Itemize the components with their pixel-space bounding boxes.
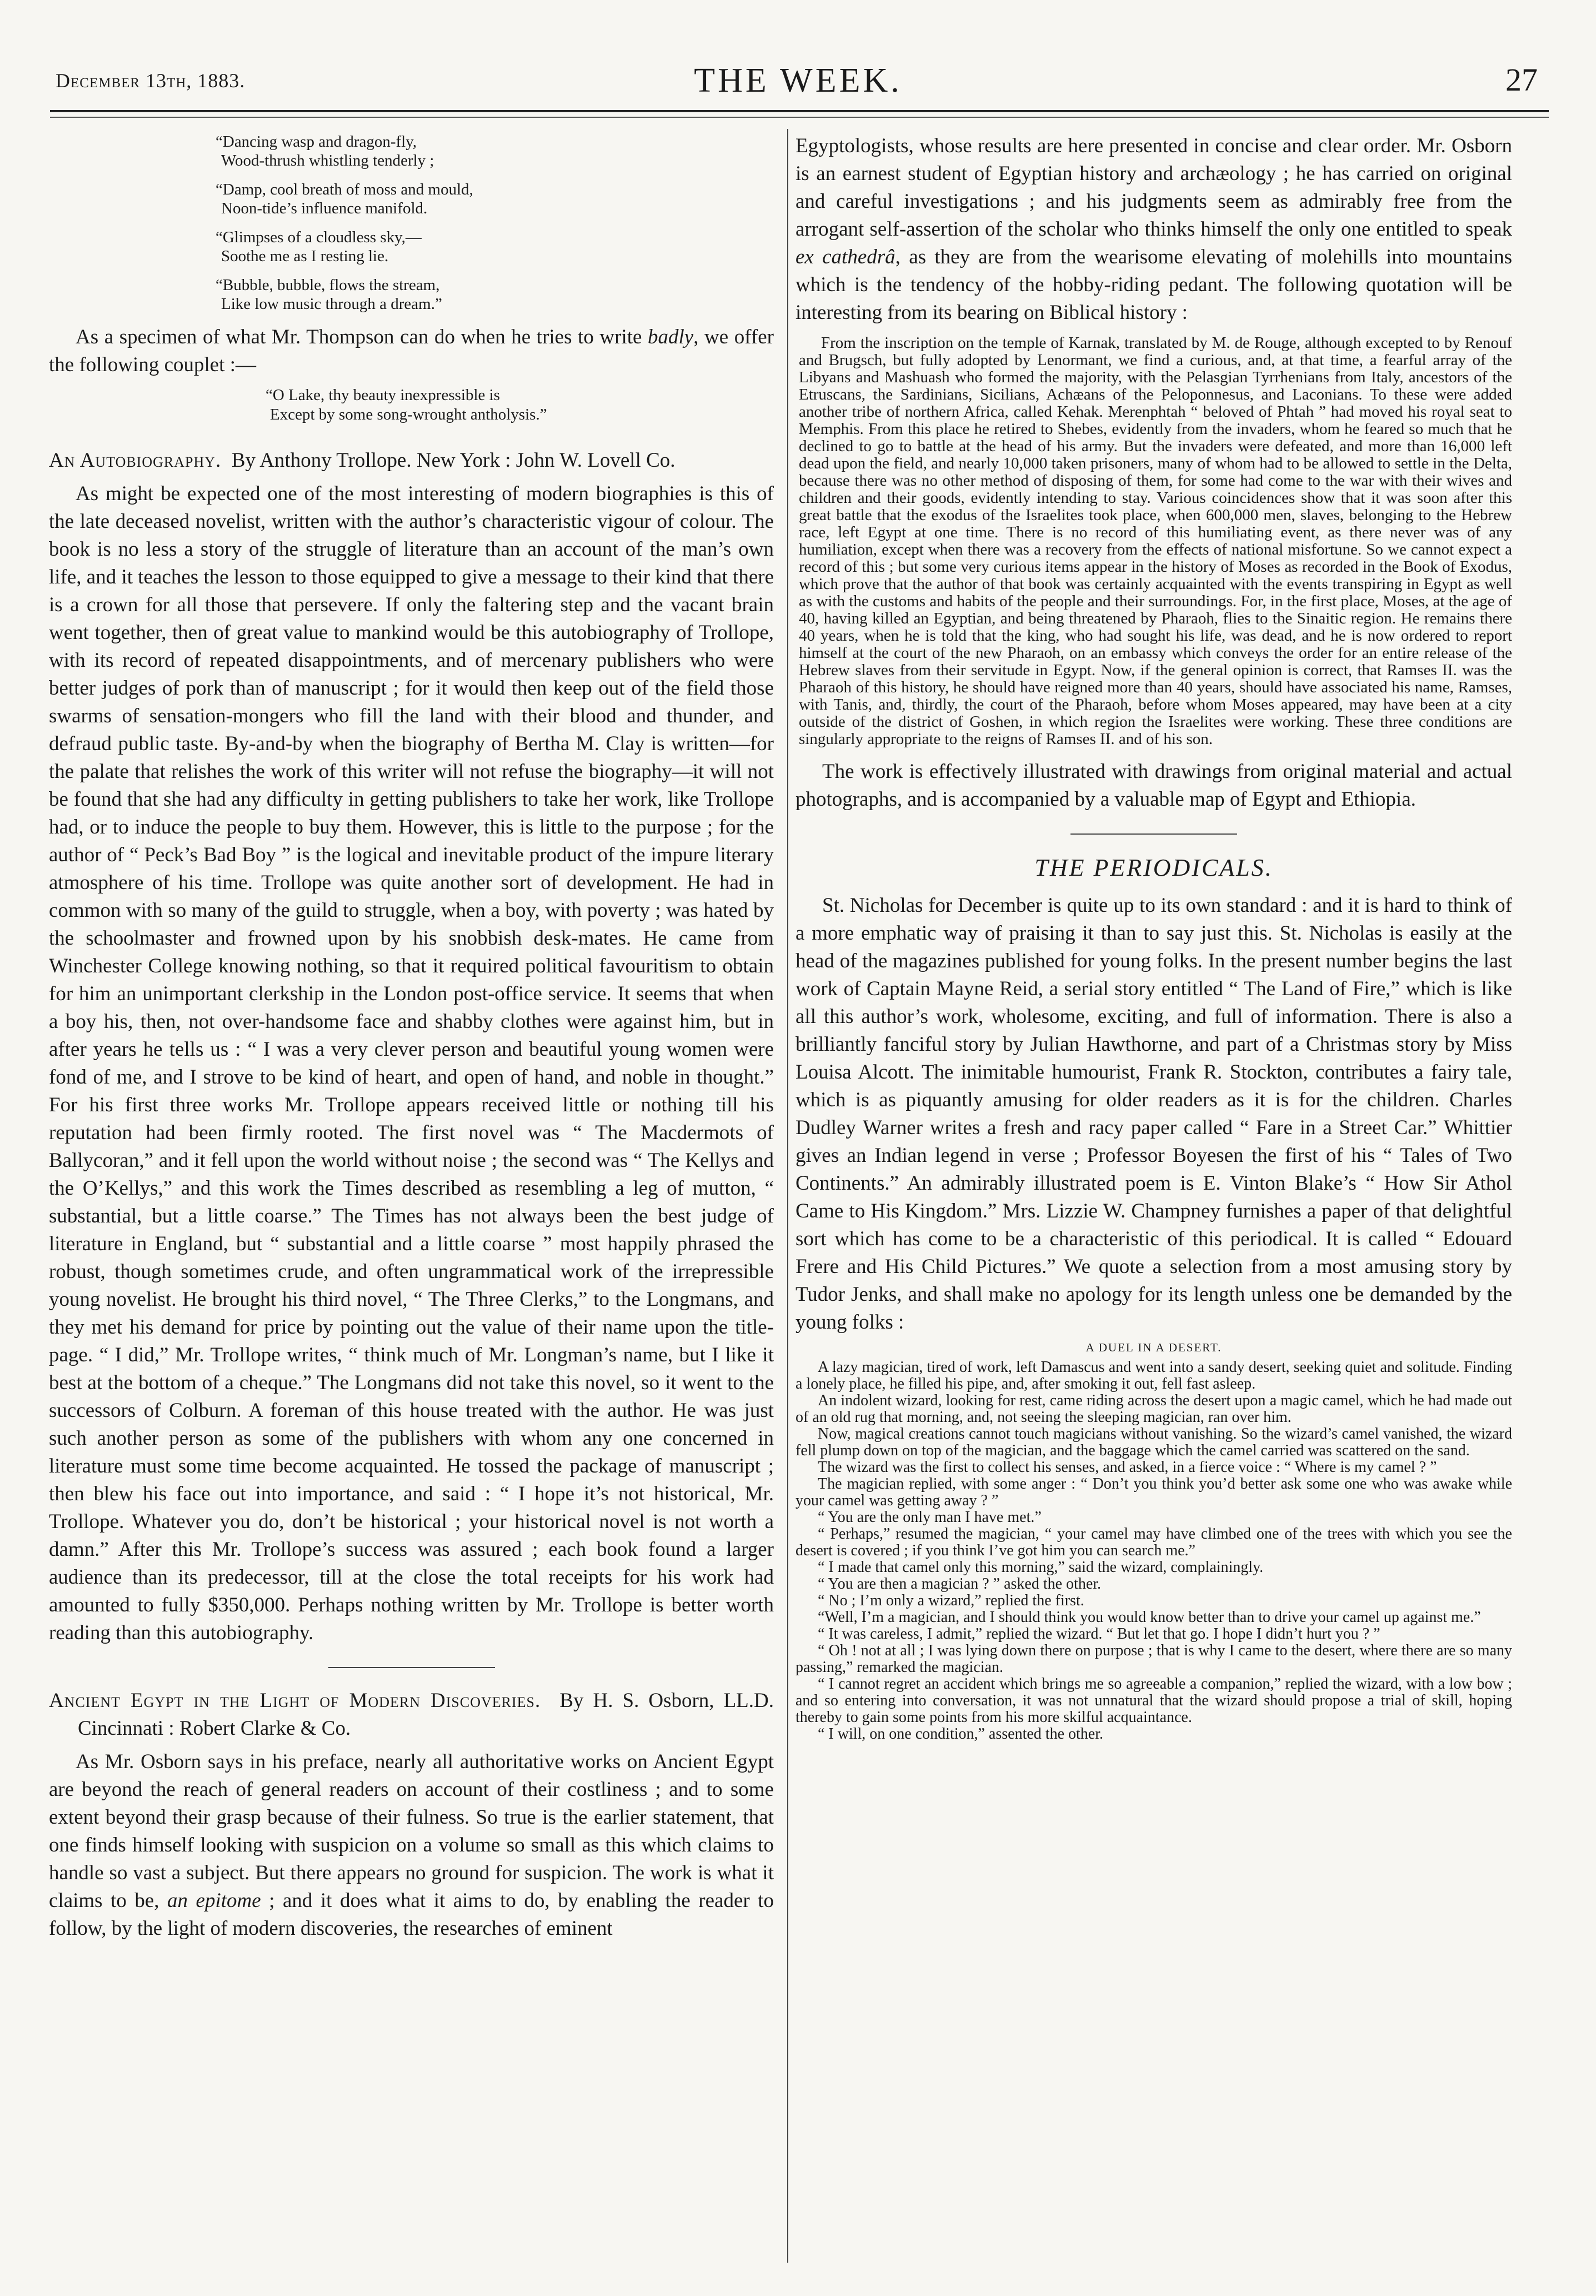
poem-stanza: [216, 276, 774, 313]
specimen-paragraph: As a specimen of what Mr. Thompson can do when he tries to write badly, we offer the following couplet :—: [49, 326, 774, 376]
story-paragraph: “ You are then a magician ? ” asked the other.: [818, 1575, 1102, 1593]
poem-line: “Damp, cool breath of moss and mould,: [216, 181, 473, 198]
story-paragraph: An indolent wizard, looking for rest, came riding across the desert upon a magic camel, which he had made out of an old rug that morning, and, not seeing the sleeping magician, ran over him.: [796, 1392, 1512, 1426]
page-header: [0, 0, 1596, 139]
poem-stanza: [216, 132, 774, 170]
poem-line: Soothe me as I resting lie.: [221, 247, 389, 265]
section-title-periodicals: THE PERIODICALS.: [1034, 854, 1273, 881]
header-rule-thin: [50, 117, 1549, 118]
story-paragraph: “ I cannot regret an accident which brings me so agreeable a companion,” replied the wizard, with a low bow ; and so entering into conversation, it was not unnatural that the wizard should propose a trial of skill, hoping thereby to gain some points from his more skilful acquaintance.: [796, 1675, 1512, 1726]
karnak-quotation: From the inscription on the temple of Karnak, translated by M. de Rouge, although excepted to by Renouf and Brugsch, but fully adopted by Lenormant, we find a curious, and, at that time, a fearful array of the Libyans and Mashuash who formed the majority, with the Pelasgian Tyrrhenians from Italy, ancestors of the Etruscans, the Sardinians, Sicilians, Achæans of the Peloponnesus, and Laconians. To these were added another tribe of northern Africa, called Kehak. Merenphtah “ beloved of Phtah ” had moved his royal seat to Memphis. From this place he retired to Shebes, evidently from the invaders, whom he feared so much that he declined to go to battle at the head of his army. But the invaders were defeated, and more than 16,000 left dead upon the field, and nearly 10,000 taken prisoners, many of whom had to be allowed to settle in the Delta, because there was no other method of disposing of them, for some had come to the war with their wives and children and their goods, evidently intending to stay. Various coincidences show that it was soon after this great battle that the exodus of the Israelites took place, when 600,000 men, slaves, belonging to the Hebrew race, left Egypt at one time. There is no record of this humiliating event, as there never was of any humiliation, except when there was a recovery from the effects of national misfortune. So we cannot expect a record of this ; but some very curious items appear in the history of Moses as recorded in the Book of Exodus, which prove that the author of that book was certainly acquainted with the events transpiring in Egypt as well as with the customs and habits of the people and their surroundings. For, in the first place, Moses, at the age of 40, having killed an Egyptian, and being threatened by Pharaoh, flies to the Sinaitic region. He remains there 40 years, when he is told that the king, who had sought his life, was dead, and he is now ordered to report himself at the court of the new Pharaoh, on an embassy which conveys the order for an entire release of the Hebrew slaves from their servitude in Egypt. Now, if the general opinion is correct, that Ramses II. was the Pharaoh of this history, he should have reigned more than 40 years, should have associated his name, Ramses, with Tanis, and, thirdly, the court of the Pharaoh, before whom Moses appeared, may have been at a city outside of the district of Goshen, in which region the Israelites were working. These three conditions are singularly appropriate to the reigns of Ramses II. and of his son.: [799, 334, 1512, 748]
poem-stanza: [216, 180, 774, 218]
story-paragraph: The magician replied, with some anger : “ Don’t you think you’d better ask some one who was awake while your camel was getting away ? ”: [796, 1475, 1512, 1509]
review-body-autobiography: As might be expected one of the most interesting of modern biographies is this of the late deceased novelist, written with the author’s characteristic vigour of colour. The book is no less a story of the struggle of literature than an account of the man’s own life, and it teaches the lesson to those equipped to give a message to their kind that there is a crown for all those that persevere. If only the faltering step and the vacant brain went together, then of great value to mankind would be this autobiography of Trollope, with its record of repeated disappointments, and of mercenary publishers who were better judges of pork than of manuscript ; for it would then keep out of the field those swarms of sensation-mongers who fill the land with their blood and thunder, and defraud public taste. By-and-by when the biography of Bertha M. Clay is written—for the palate that relishes the work of this writer will not refuse the biography—it will not be found that she had any difficulty in getting publishers to take her work, like Trollope had, or to induce the people to buy them. However, this is little to the purpose ; for the author of “ Peck’s Bad Boy ” is the logical and inevitable product of the impure literary atmosphere of his time. Trollope was quite another sort of development. He had in common with so many of the guild to struggle, when a boy, with poverty ; was hated by the schoolmaster and frowned upon by his snobbish desk-mates. He came from Winchester College knowing nothing, so that it required political favouritism to obtain for him an unimportant clerkship in the London post-office service. It seems that when a boy his, then, not over-handsome face and shabby clothes were against him, but in after years he tells us : “ I was a very clever person and beautiful young women were fond of me, and I strove to be kind of heart, and open of hand, and noble in thought.” For his first three works Mr. Trollope appears received little or nothing till his reputation had been firmly rooted. The first novel was “ The Macdermots of Ballycoran,” and it fell upon the world without noise ; the second was “ The Kellys and the O’Kellys,” and this work the Times described as resembling a leg of mutton, “ substantial, but a little coarse.” The Times has not always been the best judge of literature in England, but “ substantial and a little coarse ” most happily phrased the robust, though sometimes crude, and often ungrammatical work of the irrepressible young novelist. He brought his third novel, “ The Three Clerks,” to the Longmans, and they met his demand for price by pointing out the value of their name upon the title-page. “ I did,” Mr. Trollope writes, “ think much of Mr. Longman’s name, but I like it best at the bottom of a cheque.” The Longmans did not take this novel, so it went to the successors of Colburn. A foreman of this house treated with the author. He was just such another person as some of the publishers with whom any one concerned in literature must some time become acquainted. He tossed the package of manuscript ; then blew his face out into importance, and said : “ I hope it’s not historical, Mr. Trollope. Whatever you do, don’t be historical ; your historical novel is not worth a damn.” After this Mr. Trollope’s success was assured ; each book found a larger audience than its predecessor, till at the close the total receipts for his work had amounted to fully $350,000. Perhaps nothing written by Mr. Trollope is better worth reading than this autobiography.: [49, 482, 774, 1644]
story-excerpt: [796, 1359, 1512, 1743]
story-title: A DUEL IN A DESERT.: [1085, 1341, 1222, 1354]
story-paragraph: “ It was careless, I admit,” replied the wizard. “ But let that go. I hope I didn’t hurt you ? ”: [818, 1625, 1380, 1643]
poem-line: Noon-tide’s influence manifold.: [221, 199, 428, 217]
story-paragraph: “ Perhaps,” resumed the magician, “ your camel may have climbed one of the trees with which you see the desert is covered ; if you think I’ve got him you can search me.”: [796, 1525, 1512, 1559]
issue-date: December 13th, 1883.: [56, 69, 246, 92]
periodicals-paragraph: St. Nicholas for December is quite up to its own standard : and it is hard to think of a more emphatic way of praising it than to say just this. St. Nicholas is easily at the head of the magazines published for young folks. In the present number begins the last work of Captain Mayne Reid, a serial story entitled “ The Land of Fire,” which is like all this author’s work, wholesome, exciting, and full of information. There is also a brilliantly fanciful story by Julian Hawthorne, and part of a Christmas story by Miss Louisa Alcott. The inimitable humourist, Frank R. Stockton, contributes a fairy tale, which is as piquantly amusing for older readers as it is for the children. Charles Dudley Warner writes a fresh and racy paper called “ Fare in a Street Car.” Whittier gives an Indian legend in verse ; Professor Boyesen the first of his “ Tales of Two Continents.” An admirably illustrated poem is E. Vinton Blake’s “ How Sir Athol Came to His Kingdom.” Mrs. Lizzie W. Champney furnishes a paper of that delightful sort which has come to be a characteristic of this periodical. It is called “ Edouard Frere and His Child Pictures.” We quote a selection from a most amusing story by Tudor Jenks, and shall make no apology for its length unless one be demanded by the young folks :: [796, 894, 1512, 1334]
header-rule: [50, 110, 1549, 112]
right-column: [796, 132, 1512, 1743]
poem-line: “Dancing wasp and dragon-fly,: [216, 133, 417, 151]
story-paragraph: “ Oh ! not at all ; I was lying down there on purpose ; that is why I came to the desert, where there are so many passing,” remarked the magician.: [796, 1642, 1512, 1676]
poem-excerpt: [49, 132, 774, 313]
review-heading-autobiography: An Autobiography. By Anthony Trollope. New York : John W. Lovell Co.: [49, 449, 676, 472]
left-column: [49, 132, 774, 1943]
story-paragraph: Now, magical creations cannot touch magicians without vanishing. So the wizard’s camel vanished, the wizard fell plump down on top of the magician, and the baggage which the camel carried was scattered on the sand.: [796, 1425, 1512, 1459]
story-paragraph: “ I made that camel only this morning,” said the wizard, complainingly.: [818, 1559, 1264, 1576]
poem-line: Like low music through a dream.”: [221, 295, 442, 313]
review-continuation: Egyptologists, whose results are here presented in concise and clear order. Mr. Osborn is an earnest student of Egyptian history and archæology ; he has carried on original and careful investigations ; and his judgments seem as admirably free from the arrogant self-assertion of the scholar who thinks himself the only one entitled to speak ex cathedrâ, as they are from the wearisome elevating of molehills into mountains which is the tendency of the hobby-riding pedant. The following quotation will be interesting from its bearing on Biblical history :: [796, 134, 1512, 324]
story-paragraph: “ You are the only man I have met.”: [818, 1509, 1042, 1526]
review-closing: The work is effectively illustrated with drawings from original material and actual photographs, and is accompanied by a valuable map of Egypt and Ethiopia.: [796, 760, 1512, 811]
couplet: “O Lake, thy beauty inexpressible is Except by some song-wrought antholysis.”: [266, 386, 547, 423]
story-paragraph: “Well, I’m a magician, and I should think you would know better than to drive your camel up against me.”: [818, 1609, 1481, 1626]
column-divider: [787, 129, 788, 2263]
poem-stanza: [216, 228, 774, 266]
poem-line: “Glimpses of a cloudless sky,—: [216, 228, 422, 246]
poem-line: “Bubble, bubble, flows the stream,: [216, 276, 440, 294]
section-separator: [1070, 833, 1237, 835]
masthead-title: THE WEEK.: [694, 62, 902, 99]
story-paragraph: “ No ; I’m only a wizard,” replied the first.: [818, 1592, 1084, 1609]
review-body-ancient-egypt: As Mr. Osborn says in his preface, nearly all authoritative works on Ancient Egypt are beyond the reach of general readers on account of their costliness ; and to some extent beyond their grasp because of their fulness. So true is the earlier statement, that one finds himself looking with suspicion on a volume so small as this which claims to handle so vast a subject. But there appears no ground for suspicion. The work is what it claims to be, an epitome ; and it does what it aims to do, by enabling the reader to follow, by the light of modern discoveries, the researches of eminent: [49, 1750, 774, 1940]
page-number: 27: [1505, 62, 1538, 98]
story-paragraph: “ I will, on one condition,” assented the other.: [818, 1725, 1103, 1743]
review-heading-ancient-egypt: Ancient Egypt in the Light of Modern Discoveries. By H. S. Osborn, LL.D. Cincinnati : Robert Clarke & Co.: [49, 1689, 774, 1740]
story-paragraph: The wizard was the first to collect his senses, and asked, in a fierce voice : “ Where is my camel ? ”: [818, 1459, 1437, 1476]
section-separator: [328, 1667, 495, 1668]
poem-line: Wood-thrush whistling tenderly ;: [221, 152, 434, 169]
story-paragraph: A lazy magician, tired of work, left Damascus and went into a sandy desert, seeking quiet and solitude. Finding a lonely place, he filled his pipe, and, after smoking it out, fell fast asleep.: [796, 1359, 1512, 1392]
